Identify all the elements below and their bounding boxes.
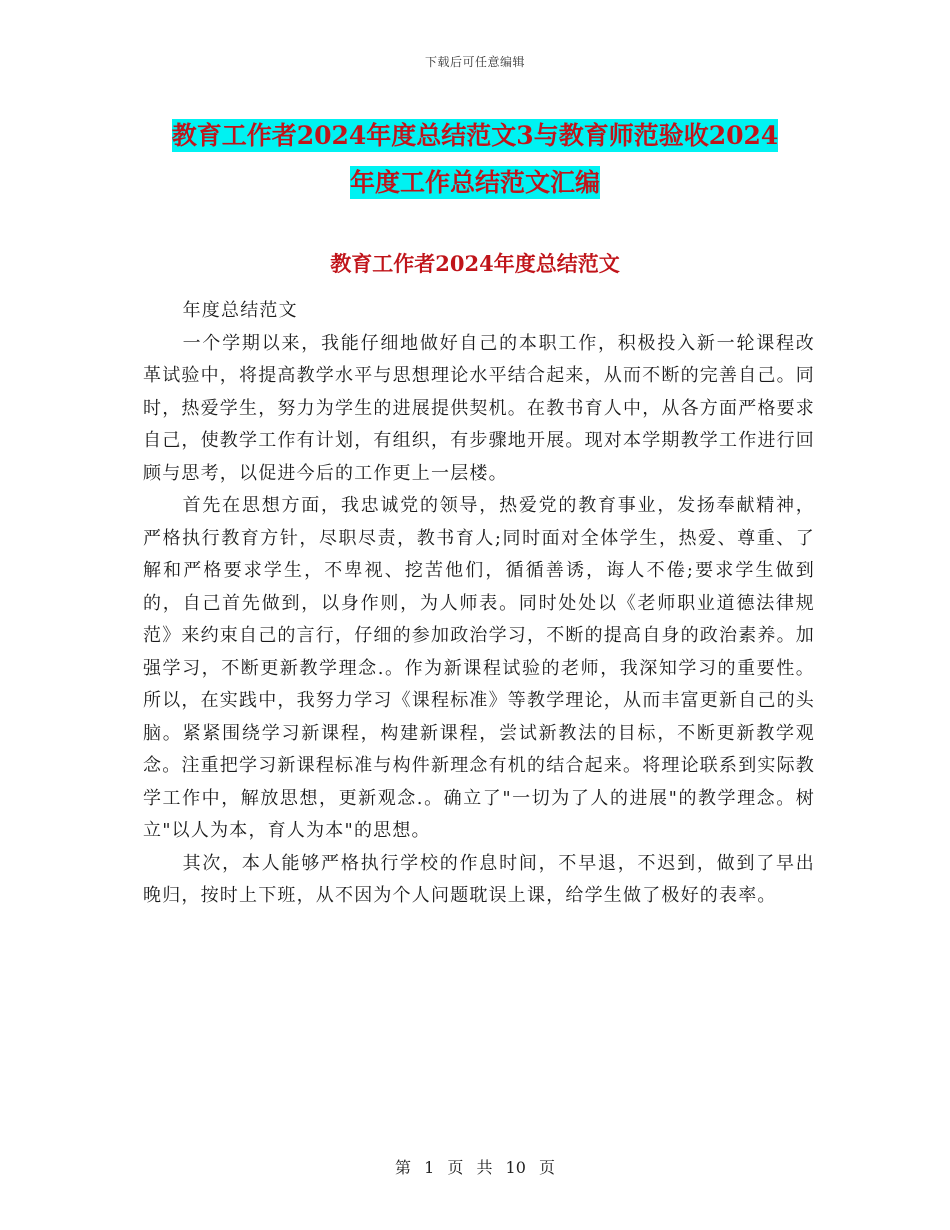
document-title-line-2: 年度工作总结范文汇编 [349, 168, 600, 197]
section-heading: 教育工作者2024年度总结范文 [330, 251, 620, 276]
paragraph: 其次，本人能够严格执行学校的作息时间，不早退，不迟到，做到了早出晚归，按时上下班，从不因为个人问题耽误上课，给学生做了极好的表率。 [143, 852, 815, 906]
body-text [143, 295, 815, 913]
page-number-footer: 第 1 页 共 10 页 [395, 1158, 555, 1177]
page-header-note: 下载后可任意编辑 [424, 55, 525, 69]
paragraph-subtitle: 年度总结范文 [182, 300, 298, 321]
document-title-line-1: 教育工作者2024年度总结范文3与教育师范验收2024 [171, 121, 779, 150]
document-title [0, 112, 950, 206]
paragraph: 首先在思想方面，我忠诚党的领导，热爱党的教育事业，发扬奉献精神，严格执行教育方针，尽职尽责，教书育人;同时面对全体学生，热爱、尊重、了解和严格要求学生，不卑视、挖苦他们，循循善诱，诲人不倦;要求学生做到的，自己首先做到，以身作则，为人师表。同时处处以《老师职业道德法律规范》来约束自己的言行，仔细的参加政治学习，不断的提高自身的政治素养。加强学习，不断更新教学理念.。作为新课程试验的老师，我深知学习的重要性。所以，在实践中，我努力学习《课程标准》等教学理论，从而丰富更新自己的头脑。紧紧围绕学习新课程，构建新课程，尝试新教法的目标，不断更新教学观念。注重把学习新课程标准与构件新理念有机的结合起来。将理论联系到实际教学工作中，解放思想，更新观念.。确立了"一切为了人的进展"的教学理念。树立"以人为本，育人为本"的思想。 [143, 495, 815, 841]
paragraph: 一个学期以来，我能仔细地做好自己的本职工作，积极投入新一轮课程改革试验中，将提高教学水平与思想理论水平结合起来，从而不断的完善自己。同时，热爱学生，努力为学生的进展提供契机。在教书育人中，从各方面严格要求自己，使教学工作有计划，有组织，有步骤地开展。现对本学期教学工作进行回顾与思考，以促进今后的工作更上一层楼。 [143, 332, 815, 484]
